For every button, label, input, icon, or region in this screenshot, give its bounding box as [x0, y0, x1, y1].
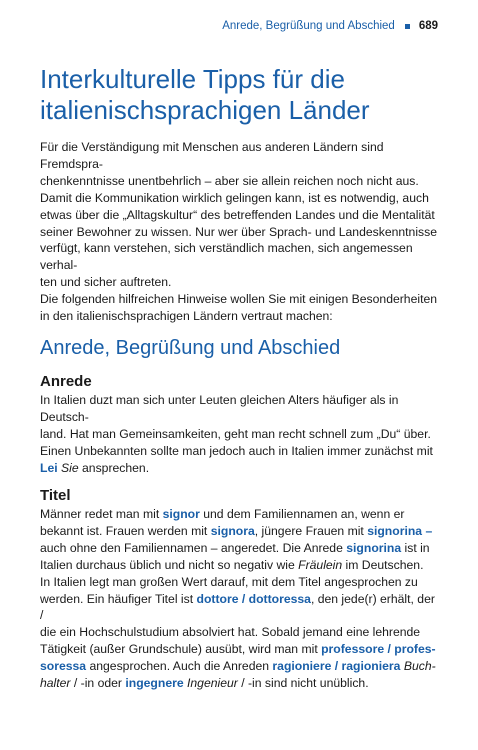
text: / -in oder [70, 676, 126, 691]
text: Tätigkeit (außer Grundschule) ausübt, wird man mit [40, 642, 322, 657]
keyword-signorina: signorina [346, 540, 402, 555]
anrede-line: land. Hat man Gemeinsamkeiten, geht man recht schnell zum „Du“ über. [40, 426, 431, 441]
subheading-titel: Titel [40, 487, 71, 504]
text: Italien durchaus üblich und nicht so negativ wie [40, 557, 299, 572]
running-header [222, 20, 438, 32]
intro-line: in den italienischsprachigen Ländern vertraut machen: [40, 309, 333, 324]
titel-paragraph [40, 506, 440, 692]
keyword-signor: signor [162, 507, 200, 521]
page-title-line-2: italienischsprachigen Länder [40, 95, 370, 125]
intro-line: etwas über die „Alltagskultur“ des betreffenden Landes und die Mentalität [40, 207, 435, 222]
text: , den jede(r) erhält, der / [40, 591, 435, 623]
term-buchhalter: halter [40, 676, 71, 691]
page-title-line-1: Interkulturelle Tipps für die [40, 64, 345, 94]
intro-line: Damit die Kommunikation wirklich gelingen kann, ist es notwendig, auch [40, 190, 429, 205]
keyword-ragioniere: ragioniere / ragioniera [272, 659, 401, 674]
text: im Deutschen. [342, 557, 424, 572]
intro-line: seiner Bewohner zu wissen. Nur wer über Sprach- und Landeskenntnisse [40, 224, 437, 239]
anrede-paragraph [40, 392, 440, 477]
keyword-professore: professore / profes- [321, 642, 436, 657]
intro-line: Für die Verständigung mit Menschen aus anderen Ländern sind Fremdspra- [40, 140, 384, 171]
keyword-ingegnere: ingegnere [125, 676, 184, 691]
header-separator-square [405, 24, 410, 29]
text: , jüngere Frauen mit [254, 523, 368, 538]
text: auch ohne den Familiennamen – angeredet. Die Anrede [40, 540, 347, 555]
term-buchhalter: Buch- [400, 659, 436, 674]
text: werden. Ein häufiger Titel ist [40, 591, 197, 606]
keyword-dottore: dottore / dottoressa [196, 591, 311, 606]
page-number: 689 [418, 20, 438, 32]
term-fraeulein: Fräulein [298, 557, 343, 572]
intro-line: ten und sicher auftreten. [40, 275, 172, 290]
text: ist in [401, 540, 430, 555]
keyword-lei: Lei [40, 460, 58, 475]
intro-line: Die folgenden hilfreichen Hinweise wollen Sie mit einigen Besonderheiten [40, 292, 438, 307]
header-section-title: Anrede, Begrüßung und Abschied [222, 20, 395, 32]
intro-paragraph [40, 139, 440, 325]
section-heading: Anrede, Begrüßung und Abschied [40, 337, 341, 359]
anrede-line: Einen Unbekannten sollte man jedoch auch in Italien immer zunächst mit [40, 443, 433, 458]
keyword-professoressa: soressa [40, 659, 87, 674]
text: / -in sind nicht unüblich. [237, 676, 369, 691]
text: bekannt ist. Frauen werden mit [40, 523, 211, 538]
anrede-line: In Italien duzt man sich unter Leuten gleichen Alters häufiger als in Deutsch- [40, 393, 399, 424]
anrede-line-end: ansprechen. [78, 460, 150, 475]
intro-line: verfügt, kann verstehen, sich verständlich machen, sich angemessen verhal- [40, 241, 413, 273]
term-ingenieur: Ingenieur [183, 676, 238, 691]
text: Männer redet man mit [40, 507, 163, 521]
text: die ein Hochschulstudium absolviert hat. Sobald jemand eine lehrende [40, 625, 421, 640]
intro-line: chenkenntnisse unentbehrlich – aber sie allein reichen noch nicht aus. [40, 173, 419, 188]
term-sie: Sie [61, 460, 79, 475]
text: angesprochen. Auch die Anreden [86, 659, 273, 674]
subheading-anrede: Anrede [40, 373, 92, 390]
page-title [40, 64, 440, 126]
text: und dem Familiennamen an, wenn er [199, 507, 405, 521]
keyword-signorina: signorina – [367, 523, 433, 538]
text: In Italien legt man großen Wert darauf, mit dem Titel angesprochen zu [40, 574, 418, 589]
keyword-signora: signora [210, 523, 255, 538]
